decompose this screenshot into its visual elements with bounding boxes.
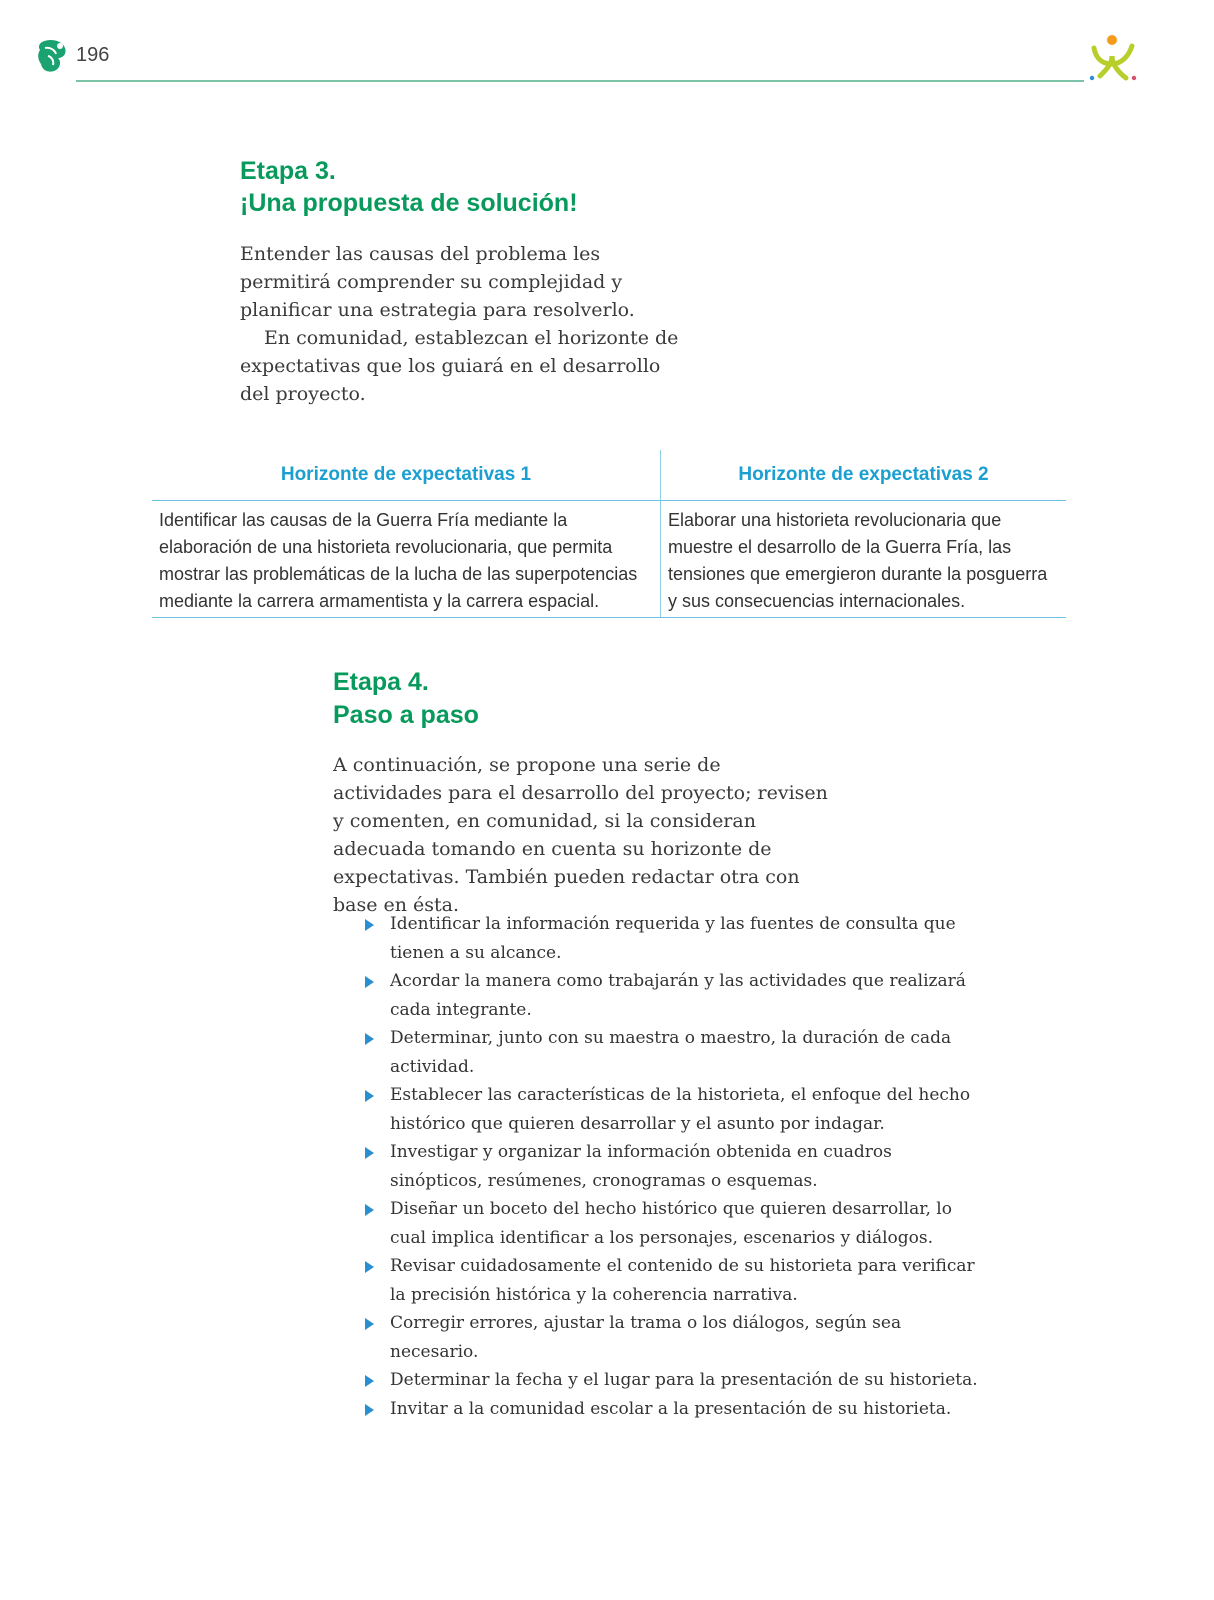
step-text: Corregir errores, ajustar la trama o los diálogos, según sea necesario.: [390, 1313, 902, 1362]
stage4-subtitle: Paso a paso: [333, 701, 479, 729]
step-text: Determinar la fecha y el lugar para la presentación de su historieta.: [390, 1370, 978, 1390]
step-text: Establecer las características de la historieta, el enfoque del hecho histórico que quieren desarrollar y el asunto por indagar.: [390, 1085, 971, 1134]
page-number: 196: [76, 44, 110, 66]
list-item: [360, 910, 980, 967]
table-header-1: Horizonte de expectativas 1: [152, 450, 661, 501]
step-text: Determinar, junto con su maestra o maestro, la duración de cada actividad.: [390, 1028, 952, 1077]
triangle-bullet-icon: [365, 1147, 374, 1159]
step-text: Revisar cuidadosamente el contenido de su historieta para verificar la precisión histórica y la coherencia narrativa.: [390, 1256, 975, 1305]
step-text: Identificar la información requerida y las fuentes de consulta que tienen a su alcance.: [390, 914, 956, 963]
expectations-table: [152, 450, 1066, 618]
list-item: [360, 1366, 980, 1395]
triangle-bullet-icon: [365, 1404, 374, 1416]
stage3-subtitle: ¡Una propuesta de solución!: [240, 189, 578, 217]
list-item: [360, 1309, 980, 1366]
list-item: [360, 1252, 980, 1309]
list-item: [360, 1081, 980, 1138]
triangle-bullet-icon: [365, 1090, 374, 1102]
step-text: Invitar a la comunidad escolar a la presentación de su historieta.: [390, 1398, 952, 1419]
list-item: [360, 1138, 980, 1195]
stylized-person-icon: [1086, 34, 1140, 86]
steps-list: [360, 910, 980, 1423]
stage3-title: Etapa 3.: [240, 157, 336, 185]
stage4-intro: A continuación, se propone una serie de actividades para el desarrollo del proyecto; revisen y comenten, en comunidad, si la consideran adecuada tomando en cuenta su horizonte de expectativas. También pueden redactar otra con base en ésta.: [333, 754, 828, 916]
step-text: Diseñar un boceto del hecho histórico que quieren desarrollar, lo cual implica identificar a los personajes, escenarios y diálogos.: [390, 1199, 952, 1248]
triangle-bullet-icon: [365, 1033, 374, 1045]
step-text: Acordar la manera como trabajarán y las actividades que realizará cada integrante.: [390, 971, 966, 1020]
list-item: [360, 967, 980, 1024]
table-header-row: [152, 450, 1066, 501]
table-row: [152, 501, 1066, 618]
green-leaf-icon: [36, 38, 68, 74]
triangle-bullet-icon: [365, 1375, 374, 1387]
table-cell-2: Elaborar una historieta revolucionaria que muestre el desarrollo de la Guerra Fría, las tensiones que emergieron durante la posguerra y sus consecuencias internacionales.: [661, 501, 1067, 618]
list-item: [360, 1195, 980, 1252]
triangle-bullet-icon: [365, 1204, 374, 1216]
triangle-bullet-icon: [365, 1318, 374, 1330]
list-item: [360, 1024, 980, 1081]
table-header-2: Horizonte de expectativas 2: [661, 450, 1067, 501]
table-cell-1: Identificar las causas de la Guerra Fría mediante la elaboración de una historieta revolucionaria, que permita mostrar las problemáticas de la lucha de las superpotencias mediante la carrera armamentista y la carrera espacial.: [152, 501, 661, 618]
stage3-paragraph-1: Entender las causas del problema les permitirá comprender su complejidad y planificar una estrategia para resolverlo.: [240, 243, 635, 321]
triangle-bullet-icon: [365, 919, 374, 931]
list-item: [360, 1395, 980, 1424]
step-text: Investigar y organizar la información obtenida en cuadros sinópticos, resúmenes, cronogramas o esquemas.: [390, 1142, 892, 1191]
header-rule: [76, 80, 1084, 82]
triangle-bullet-icon: [365, 1261, 374, 1273]
stage4-title: Etapa 4.: [333, 668, 429, 696]
triangle-bullet-icon: [365, 976, 374, 988]
stage3-paragraph-2: En comunidad, establezcan el horizonte de expectativas que los guiará en el desarrollo del proyecto.: [240, 327, 679, 405]
